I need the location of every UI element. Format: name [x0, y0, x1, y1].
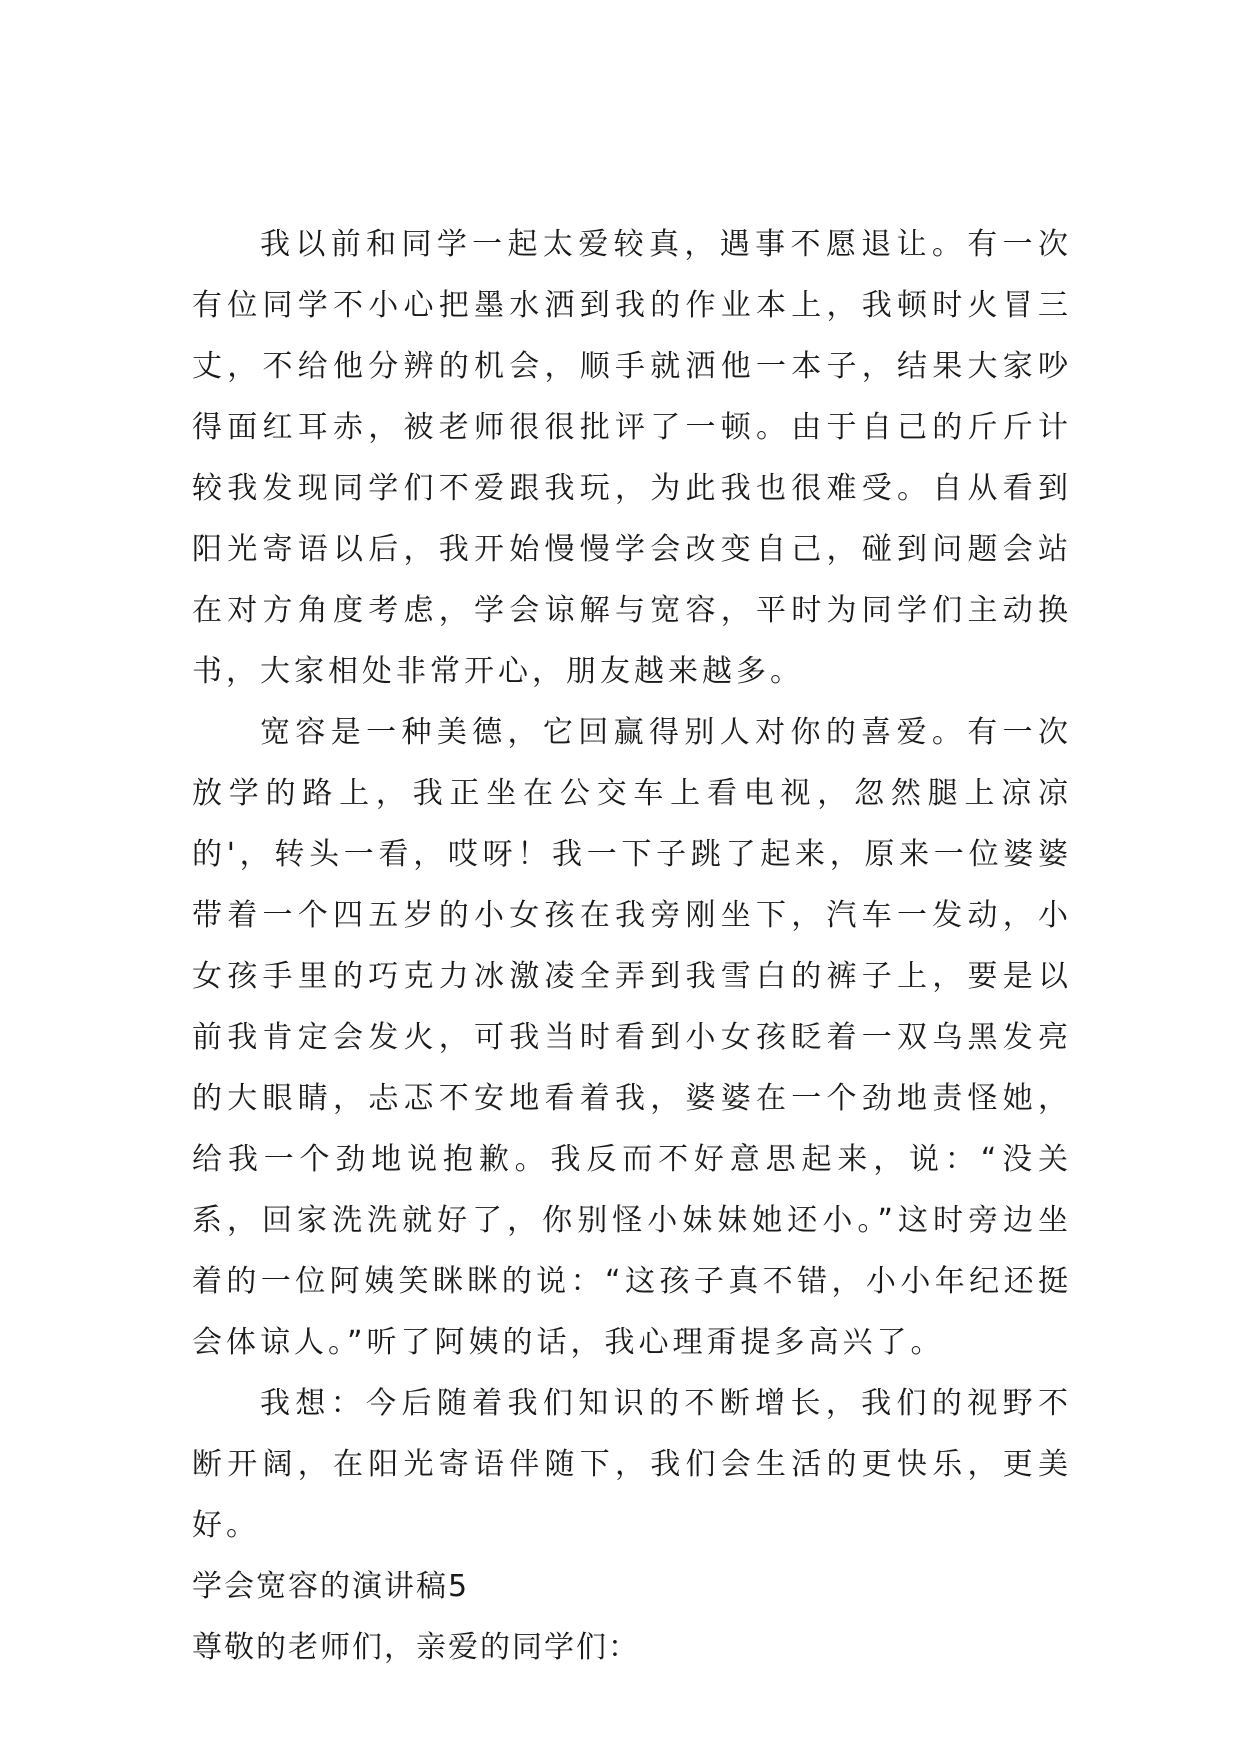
- section-heading: 学会宽容的演讲稿5: [192, 1569, 470, 1604]
- document-body: [192, 214, 1072, 1678]
- paragraph-3: 我想：今后随着我们知识的不断增长，我们的视野不断开阔，在阳光寄语伴随下，我们会生活的更快乐，更美好。: [192, 1386, 1072, 1543]
- paragraph-2: 宽容是一种美德，它回赢得别人对你的喜爱。有一次放学的路上，我正坐在公交车上看电视，忽然腿上凉凉的'，转头一看，哎呀！我一下子跳了起来，原来一位婆婆带着一个四五岁的小女孩在我旁刚坐下，汽车一发动，小女孩手里的巧克力冰激凌全弄到我雪白的裤子上，要是以前我肯定会发火，可我当时看到小女孩眨着一双乌黑发亮的大眼睛，忐忑不安地看着我，婆婆在一个劲地责怪她，给我一个劲地说抱歉。我反而不好意思起来，说：“没关系，回家洗洗就好了，你别怪小妹妹她还小。”这时旁边坐着的一位阿姨笑眯眯的说：“这孩子真不错，小小年纪还挺会体谅人。”听了阿姨的话，我心理甭提多高兴了。: [192, 715, 1072, 1360]
- salutation: 尊敬的老师们，亲爱的同学们：: [192, 1630, 640, 1665]
- paragraph-1: 我以前和同学一起太爱较真，遇事不愿退让。有一次有位同学不小心把墨水洒到我的作业本上，我顿时火冒三丈，不给他分辨的机会，顺手就洒他一本子，结果大家吵得面红耳赤，被老师很很批评了一顿。由于自己的斤斤计较我发现同学们不爱跟我玩，为此我也很难受。自从看到阳光寄语以后，我开始慢慢学会改变自己，碰到问题会站在对方角度考虑，学会谅解与宽容，平时为同学们主动换书，大家相处非常开心，朋友越来越多。: [192, 227, 1072, 689]
